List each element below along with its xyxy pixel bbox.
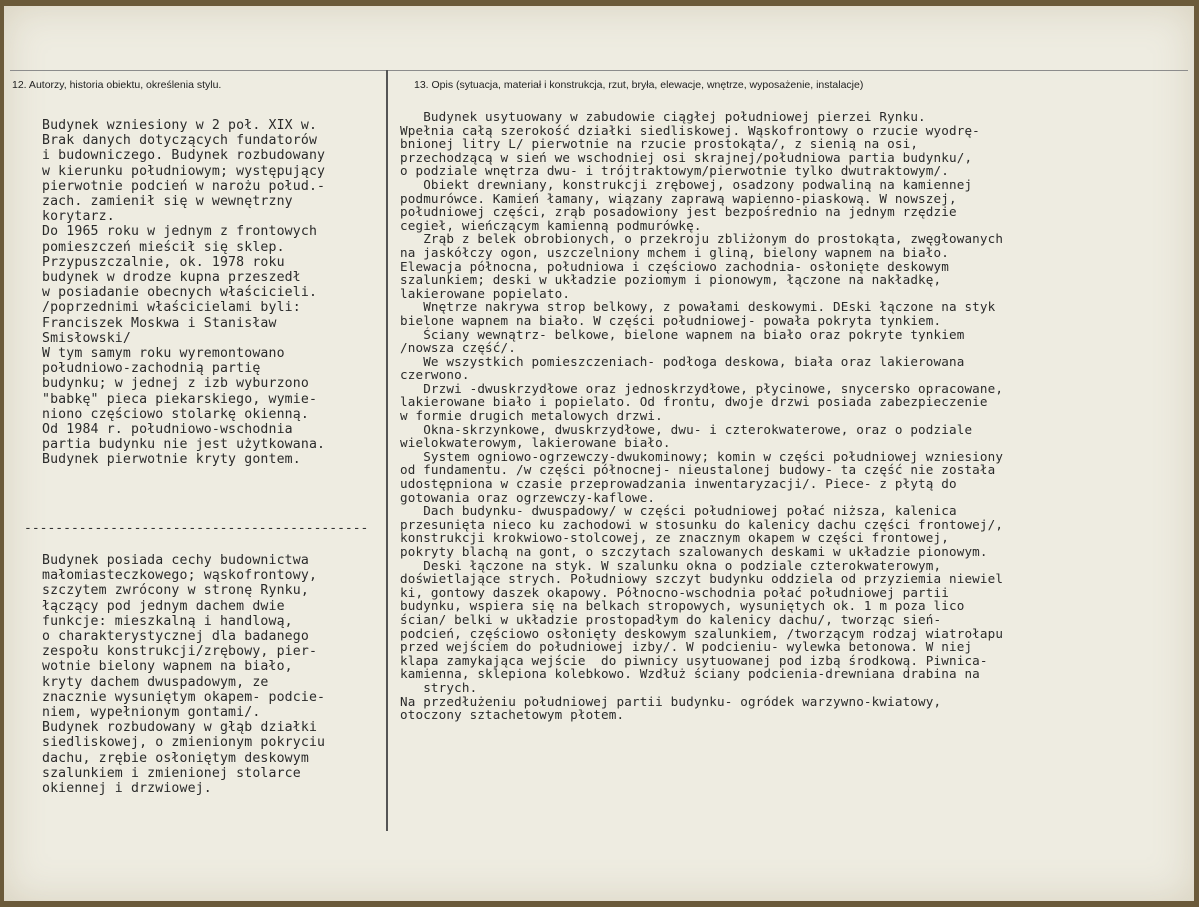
dashed-separator: -------------------------------------------- <box>24 521 369 536</box>
section-13-header: 13. Opis (sytuacja, materiał i konstrukcja, rzut, bryła, elewacje, wnętrze, wyposażenie, instalacje) <box>414 79 864 91</box>
style-text: Budynek posiada cechy budownictwa małomiasteczkowego; wąskofrontowy, szczytem zwrócony w stronę Rynku, łączący pod jednym dachem dwie funkcje: mieszkalną i handlową, o charakterystycznej dla badanego zespołu konstrukcji/zrębowy, pier- wotnie bielony wapnem na biało, kryty dachem dwuspadowym, ze znacznie wysuniętym okapem- podcie- niem, wypełnionym gontami/. Budynek rozbudowany w głąb działki siedliskowej, o zmienionym pokryciu dachu, zrębie osłoniętym deskowym szalunkiem i zmienionej stolarce okiennej i drzwiowej. <box>42 553 326 797</box>
column-divider <box>386 70 388 831</box>
description-text: Budynek usytuowany w zabudowie ciągłej południowej pierzei Rynku. Wpełnia całą szerokość działki siedliskowej. Wąskofrontowy o rzucie wyodrę- bnionej litry L/ pierwotnie na rzucie prostokąta/, z sienią na osi, przechodzącą w sień we wschodniej osi skrajnej/południowa partia budynku/, o podziale wnętrza dwu- i trójtraktowym/pierwotnie tylko dwutraktowym/. Obiekt drewniany, konstrukcji zrębowej, osadzony podwaliną na kamiennej podmurówce. Kamień łamany, wiązany zaprawą wapienno-piaskową. W nowszej, południowej części, zrąb posadowiony jest bezpośrednio na jednym rzędzie cegieł, wieńczącym kamienną podmurówkę. Zrąb z belek obrobionych, o przekroju zbliżonym do prostokąta, zwęgłowanych na jaskółczy ogon, uszczelniony mchem i gliną, bielony wapnem na biało. Elewacja północna, południowa i częściowo zachodnia- osłonięte deskowym szalunkiem; deski w układzie poziomym i pionowym, łączone na nakładkę, lakierowane popielato. Wnętrze nakrywa strop belkowy, z powałami deskowymi. DEski łączone na styk bielone wapnem na biało. W części południowej- powała pokryta tynkiem. Ściany wewnątrz- belkowe, bielone wapnem na biało oraz pokryte tynkiem /nowsza część/. We wszystkich pomieszczeniach- podłoga deskowa, biała oraz lakierowana czerwono. Drzwi -dwuskrzydłowe oraz jednoskrzydłowe, płycinowe, snycersko opracowane, lakierowane biało i popielato. Od frontu, dwoje drzwi posiada zabezpieczenie w formie drugich metalowych drzwi. Okna-skrzynkowe, dwuskrzydłowe, dwu- i czterokwaterowe, oraz o podziale wielokwaterowym, lakierowane biało. System ogniowo-ogrzewczy-dwukominowy; komin w części południowej wzniesiony od fundamentu. /w części północnej- nieustalonej budowy- ta część nie została udostępniona w czasie przeprowadzania inwentaryzacji/. Piece- z płytą do gotowania oraz ogrzewczy-kaflowe. Dach budynku- dwuspadowy/ w części południowej połać niższa, kalenica przesunięta nieco ku zachodowi w stosunku do kalenicy dachu części frontowej/, konstrukcji krokwiowo-stolcowej, ze znacznym okapem w części frontowej, pokryty blachą na gont, o szczytach szalowanych deskami w układzie pionowym. Deski łączone na styk. W szalunku okna o podziale czterokwaterowym, doświetlające strych. Południowy szczyt budynku oddziela od przyziemia niewiel ki, gontowy daszek okapowy. Północno-wschodnia połać południowej partii budynku, wspiera się na belkach stropowych, wysuniętych ok. 1 m poza lico ścian/ belki w układzie prostopadłym do kalenicy dachu/, tworząc sień- podcień, częściowo osłonięty deskowym szalunkiem, /tworzącym rodzaj wiatrołapu przed wejściem do południowej izby/. W podcieniu- wylewka betonowa. W niej klapa zamykająca wejście do piwnicy usytuowanej pod izbą środkową. Piwnica- kamienna, sklepiona kolebkowo. Wzdłuż ściany podcienia-drewniana drabina na strych. Na przedłużeniu południowej partii budynku- ogródek warzywno-kwiatowy, otoczony sztachetowym płotem. <box>400 109 1004 723</box>
section-12-header: 12. Autorzy, historia obiektu, określenia stylu. <box>12 79 222 91</box>
form-sheet <box>4 6 1194 901</box>
top-rule <box>10 70 1188 71</box>
history-text: Budynek wzniesiony w 2 poł. XIX w. Brak danych dotyczących fundatorów i budowniczego. Budynek rozbudowany w kierunku południowym; występujący pierwotnie podcień w narożu połud.- zach. zamienił się w wewnętrzny korytarz. Do 1965 roku w jednym z frontowych pomieszczeń mieścił się sklep. Przypuszczalnie, ok. 1978 roku budynek w drodze kupna przeszedł w posiadanie obecnych właścicieli. /poprzednimi właścicielami byli: Franciszek Moskwa i Stanisław Smisłowski/ W tym samym roku wyremontowano południowo-zachodnią partię budynku; w jednej z izb wyburzono "babkę" pieca piekarskiego, wymie- niono częściowo stolarkę okienną. Od 1984 r. południowo-wschodnia partia budynku nie jest użytkowana. Budynek pierwotnie kryty gontem. <box>42 118 326 468</box>
